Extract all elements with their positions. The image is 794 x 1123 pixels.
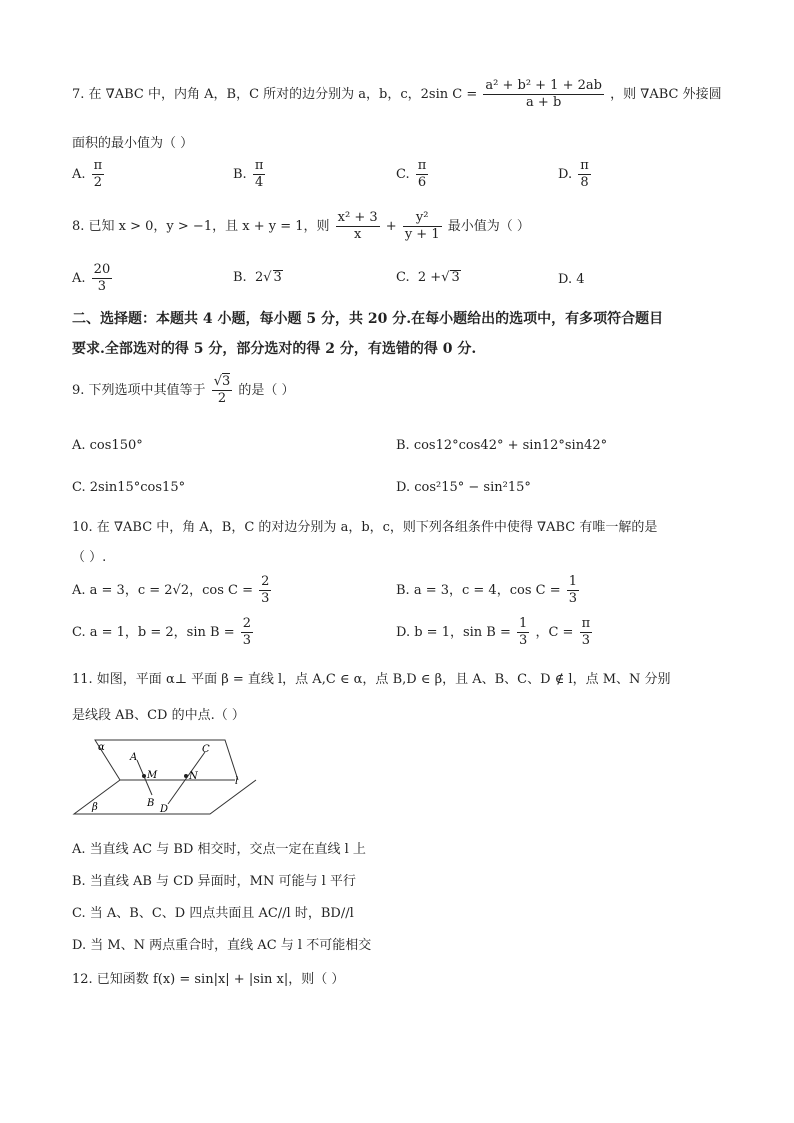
q7-fraction: $\frac{\text{a² + b² + 1 + 2ab}}{a + b}$ bbox=[485, 78, 602, 110]
q9-stem: 9. 下列选项中其值等于 $\frac{√3}{2}$ 的是（ ） bbox=[72, 374, 295, 406]
q9-option-d[interactable]: D. cos²15° − sin²15° bbox=[396, 480, 531, 495]
q11-option-a[interactable]: A. 当直线 AC 与 BD 相交时，交点一定在直线 l 上 bbox=[72, 842, 366, 857]
plane-alpha bbox=[95, 740, 238, 780]
q7-option-d[interactable]: D. $\frac{\pi}{8}$ bbox=[558, 158, 589, 190]
label-d: D bbox=[160, 804, 169, 815]
q7-stem: 7. 在 ∇ABC 中，内角 A，B，C 所对的边分别为 a，b，c，2sin C = $\frac{\text{a² + b² + 1 + 2ab}}{a + b}$ ，则 ∇ABC 外接圆 bbox=[72, 78, 722, 110]
q10-option-a[interactable]: A. a = 3，c = 2√2，cos C = $\frac{2}{3}$ bbox=[72, 574, 270, 606]
q11-stem-line1: 11. 如图，平面 α⊥ 平面 β = 直线 l，点 A,C ∈ α，点 B,D ∈ β，且 A、B、C、D ∉ l，点 M、N 分别 bbox=[72, 672, 671, 687]
q10-option-b[interactable]: B. a = 3，c = 4，cos C = $\frac{1}{3}$ bbox=[396, 574, 578, 606]
q9-option-c[interactable]: C. 2sin15°cos15° bbox=[72, 480, 186, 495]
q7-option-b[interactable]: B. $\frac{\pi}{4}$ bbox=[233, 158, 264, 190]
q8-option-b[interactable]: B. 2√ 3 bbox=[233, 270, 282, 285]
q8-stem: 8. 已知 x > 0，y > −1，且 x + y = 1，则 $\frac{\text{x² + 3}}{x}$ + $\frac{\text{y²}}{y + 1}$ 最小值为（ ） bbox=[72, 210, 530, 242]
label-a: A bbox=[130, 752, 138, 763]
q8-option-c[interactable]: C. 2 +√ 3 bbox=[396, 270, 460, 285]
q7-stem-line2: 面积的最小值为（ ） bbox=[72, 136, 194, 151]
q11-stem-line2: 是线段 AB、CD 的中点.（ ） bbox=[72, 708, 245, 723]
label-l: l bbox=[235, 776, 239, 787]
q9-option-b[interactable]: B. cos12°cos42° + sin12°sin42° bbox=[396, 438, 608, 453]
label-beta: β bbox=[92, 802, 98, 813]
q10-stem-line2: （ ）. bbox=[72, 550, 107, 565]
section2-heading-line2: 要求.全部选对的得 5 分，部分选对的得 2 分，有选错的得 0 分. bbox=[72, 341, 477, 357]
q9-option-a[interactable]: A. cos150° bbox=[72, 438, 143, 453]
label-c: C bbox=[202, 744, 210, 755]
q7-option-a[interactable]: A. $\frac{\pi}{2}$ bbox=[72, 158, 103, 190]
segment-cd bbox=[168, 752, 205, 804]
point-m bbox=[142, 774, 146, 778]
label-n: N bbox=[189, 771, 198, 782]
q11-option-b[interactable]: B. 当直线 AB 与 CD 异面时，MN 可能与 l 平行 bbox=[72, 874, 356, 889]
q11-option-c[interactable]: C. 当 A、B、C、D 四点共面且 AC//l 时，BD//l bbox=[72, 906, 354, 921]
q12-stem: 12. 已知函数 f(x) = sin|x| + |sin x|，则（ ） bbox=[72, 972, 345, 987]
label-m: M bbox=[147, 770, 158, 781]
section2-heading-line1: 二、选择题：本题共 4 小题，每小题 5 分，共 20 分.在每小题给出的选项中，有多项符合题目 bbox=[72, 311, 664, 327]
q10-stem-line1: 10. 在 ∇ABC 中，角 A，B，C 的对边分别为 a，b，c，则下列各组条件中使得 ∇ABC 有唯一解的是 bbox=[72, 520, 658, 535]
label-alpha: α bbox=[98, 742, 105, 753]
q8-option-d[interactable]: D. 4 bbox=[558, 272, 585, 287]
q7-option-c[interactable]: C. $\frac{\pi}{6}$ bbox=[396, 158, 427, 190]
q10-option-d[interactable]: D. b = 1，sin B = $\frac{1}{3}$ ，C = $\frac{\pi}{3}$ bbox=[396, 616, 591, 648]
label-b: B bbox=[147, 798, 155, 809]
planes-figure bbox=[70, 738, 270, 820]
q11-option-d[interactable]: D. 当 M、N 两点重合时，直线 AC 与 l 不可能相交 bbox=[72, 938, 372, 953]
q10-option-c[interactable]: C. a = 1，b = 2，sin B = $\frac{2}{3}$ bbox=[72, 616, 252, 648]
point-n bbox=[184, 774, 188, 778]
q8-option-a[interactable]: A. $\frac{20}{3}$ bbox=[72, 262, 111, 294]
